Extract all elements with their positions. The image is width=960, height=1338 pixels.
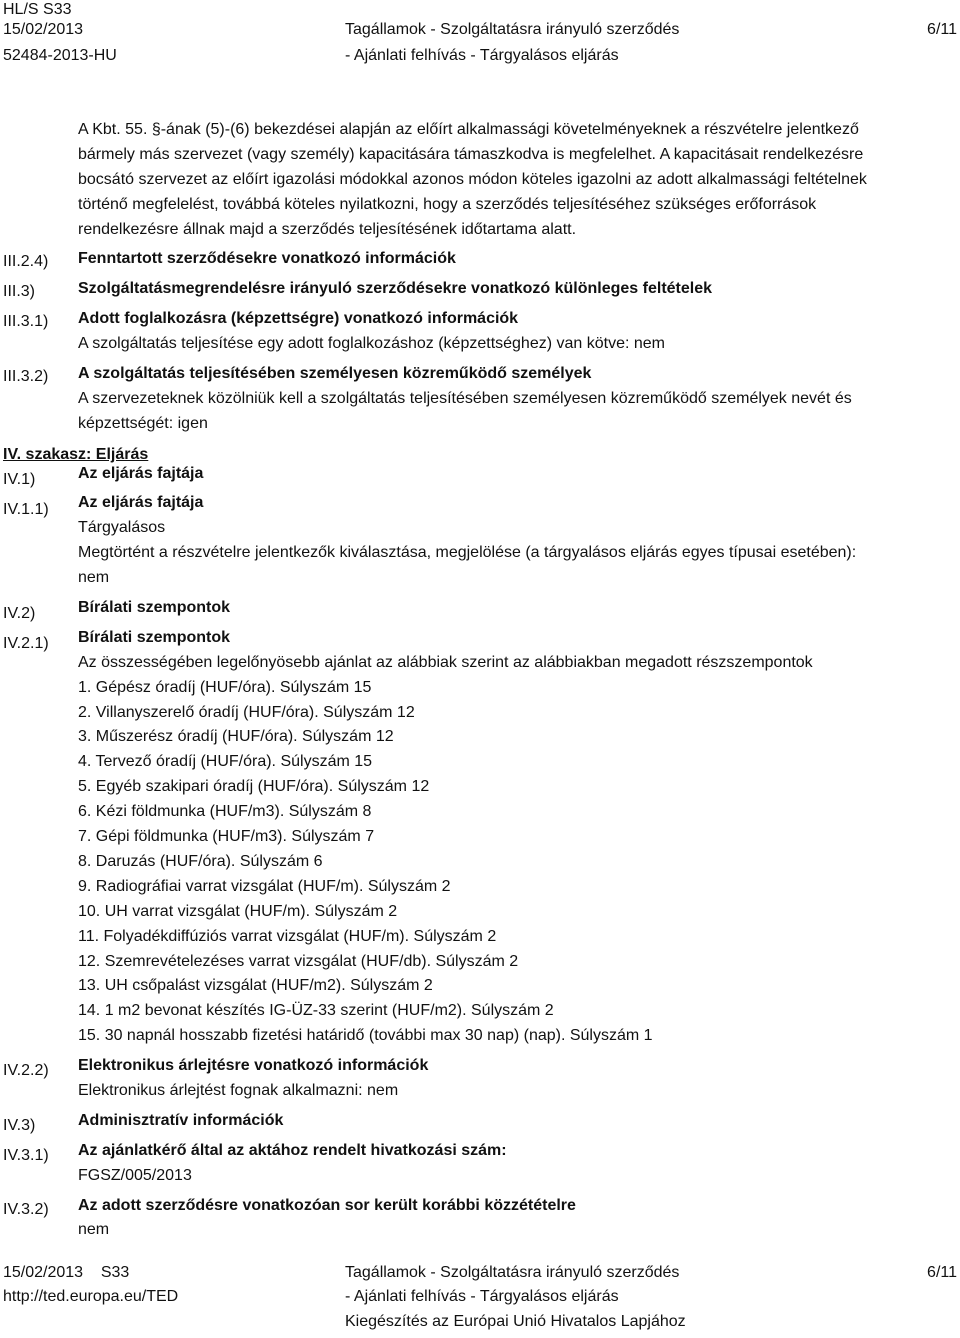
body-text-line: bármely más szervezet (vagy személy) kapacitására támaszkodva is megfelelhet. A kapacitásait rendelkezésre	[78, 145, 864, 163]
section-heading: Az eljárás fajtája	[78, 464, 204, 482]
header-notice-number: 52484-2013-HU	[3, 47, 117, 64]
body-text-line: A szervezeteknek közölniük kell a szolgáltatás teljesítésében személyesen közreműködő személyek nevét és	[78, 389, 852, 407]
header-date: 15/02/2013	[3, 21, 84, 38]
body-text-line: 10. UH varrat vizsgálat (HUF/m). Súlyszám 2	[78, 902, 398, 920]
section-heading: Adott foglalkozásra (képzettségre) vonatkozó információk	[78, 310, 519, 328]
label-iv-2-1: IV.2.1)	[3, 635, 49, 652]
body-text-line: Elektronikus árlejtést fognak alkalmazni: nem	[78, 1081, 399, 1099]
section-iv-heading: IV. szakasz: Eljárás	[3, 446, 149, 463]
header-doc-id: HL/S S33	[3, 1, 72, 18]
body-text-line: rendelkezésre állnak majd a szerződés teljesítésének időtartama alatt.	[78, 220, 577, 238]
body-text-line: nem	[78, 1221, 110, 1239]
body-text-line: 14. 1 m2 bevonat készítés IG-ÜZ-33 szerint (HUF/m2). Súlyszám 2	[78, 1002, 554, 1020]
label-iv-2: IV.2)	[3, 605, 36, 622]
body-text-line: 3. Műszerész óradíj (HUF/óra). Súlyszám 12	[78, 728, 394, 746]
label-iv-3-1: IV.3.1)	[3, 1147, 49, 1164]
body-text-line: A szolgáltatás teljesítése egy adott foglalkozáshoz (képzettséghez) van kötve: nem	[78, 335, 665, 353]
body-text-line: 7. Gépi földmunka (HUF/m3). Súlyszám 7	[78, 828, 375, 846]
label-iii-3-2: III.3.2)	[3, 368, 49, 385]
section-heading: Az eljárás fajtája	[78, 494, 204, 512]
section-heading: Adminisztratív információk	[78, 1111, 284, 1129]
footer-title-line1: Tagállamok - Szolgáltatásra irányuló szerződés	[345, 1264, 680, 1281]
footer-url[interactable]: http://ted.europa.eu/TED	[3, 1288, 179, 1305]
section-heading: Az adott szerződésre vonatkozóan sor került korábbi közzétételre	[78, 1196, 576, 1214]
footer-date: 15/02/2013	[3, 1264, 84, 1281]
section-heading: A szolgáltatás teljesítésében személyesen közreműködő személyek	[78, 365, 592, 383]
body-text-line: Tárgyalásos	[78, 519, 166, 537]
document-body	[78, 118, 950, 1243]
body-text-line: 1. Gépész óradíj (HUF/óra). Súlyszám 15	[78, 678, 372, 696]
section-heading: Fenntartott szerződésekre vonatkozó információk	[78, 250, 456, 268]
body-text-line: 9. Radiográfiai varrat vizsgálat (HUF/m). Súlyszám 2	[78, 877, 451, 895]
label-iv-1-1: IV.1.1)	[3, 501, 49, 518]
body-text-line: bocsátó szervezet az előírt igazolási módokkal azonos módon köteles igazolni az adott alkalmassági feltételnek	[78, 170, 867, 188]
body-text-line: 5. Egyéb szakipari óradíj (HUF/óra). Súlyszám 12	[78, 778, 430, 796]
footer-title-line3: Kiegészítés az Európai Unió Hivatalos Lapjához	[345, 1313, 686, 1330]
body-text-line	[78, 437, 950, 462]
section-heading: Bírálati szempontok	[78, 599, 231, 617]
body-text-line: A Kbt. 55. §-ának (5)-(6) bekezdései alapján az előírt alkalmassági követelményeknek a részvételre jelentkező	[78, 121, 859, 138]
body-text-line: 13. UH csőpalást vizsgálat (HUF/m2). Súlyszám 2	[78, 977, 433, 995]
section-heading: Elektronikus árlejtésre vonatkozó információk	[78, 1057, 429, 1075]
body-text-line: nem	[78, 569, 110, 587]
body-text-line: Az összességében legelőnyösebb ajánlat az alábbiak szerint az alábbiakban megadott részszempontok	[78, 653, 813, 671]
label-iv-3: IV.3)	[3, 1117, 36, 1134]
label-iv-1: IV.1)	[3, 471, 36, 488]
body-text-line: képzettségét: igen	[78, 414, 208, 432]
section-heading: Bírálati szempontok	[78, 628, 231, 646]
body-text-line: Megtörtént a részvételre jelentkezők kiválasztása, megjelölése (a tárgyalásos eljárás egyes típusai esetében):	[78, 544, 857, 562]
page-header	[0, 0, 960, 75]
label-iii-2-4: III.2.4)	[3, 253, 49, 270]
body-text-line: 6. Kézi földmunka (HUF/m3). Súlyszám 8	[78, 803, 372, 821]
body-text-line: 2. Villanyszerelő óradíj (HUF/óra). Súlyszám 12	[78, 703, 415, 721]
footer-title-line2: - Ajánlati felhívás - Tárgyalásos eljárás	[345, 1288, 619, 1305]
label-iv-3-2: IV.3.2)	[3, 1201, 49, 1218]
footer-series: S33	[100, 1264, 130, 1281]
label-iii-3-1: III.3.1)	[3, 313, 49, 330]
label-iii-3: III.3)	[3, 283, 36, 300]
body-text-line: történő megfelelést, továbbá köteles nyilatkozni, hogy a szerződés teljesítéséhez szükséges erőforrások	[78, 195, 817, 213]
body-text-line: FGSZ/005/2013	[78, 1166, 192, 1184]
header-title-line2: - Ajánlati felhívás - Tárgyalásos eljárás	[345, 47, 619, 64]
page-footer	[0, 1263, 960, 1338]
label-iv-2-2: IV.2.2)	[3, 1062, 49, 1079]
body-text-line: 11. Folyadékdiffúziós varrat vizsgálat (HUF/m). Súlyszám 2	[78, 927, 497, 945]
body-text-line: 8. Daruzás (HUF/óra). Súlyszám 6	[78, 852, 323, 870]
body-text-line: 4. Tervező óradíj (HUF/óra). Súlyszám 15	[78, 753, 373, 771]
footer-date-series	[3, 1263, 129, 1283]
section-heading: Szolgáltatásmegrendelésre irányuló szerződésekre vonatkozó különleges feltételek	[78, 280, 713, 298]
header-page-number: 6/11	[927, 21, 957, 38]
body-text-line: 12. Szemrevételezéses varrat vizsgálat (HUF/db). Súlyszám 2	[78, 952, 519, 970]
header-title-line1: Tagállamok - Szolgáltatásra irányuló szerződés	[345, 21, 680, 38]
footer-page-number: 6/11	[927, 1264, 957, 1281]
section-heading: Az ajánlatkérő által az aktához rendelt hivatkozási szám:	[78, 1141, 507, 1159]
body-text-line: 15. 30 napnál hosszabb fizetési határidő (további max 30 nap) (nap). Súlyszám 1	[78, 1027, 653, 1045]
